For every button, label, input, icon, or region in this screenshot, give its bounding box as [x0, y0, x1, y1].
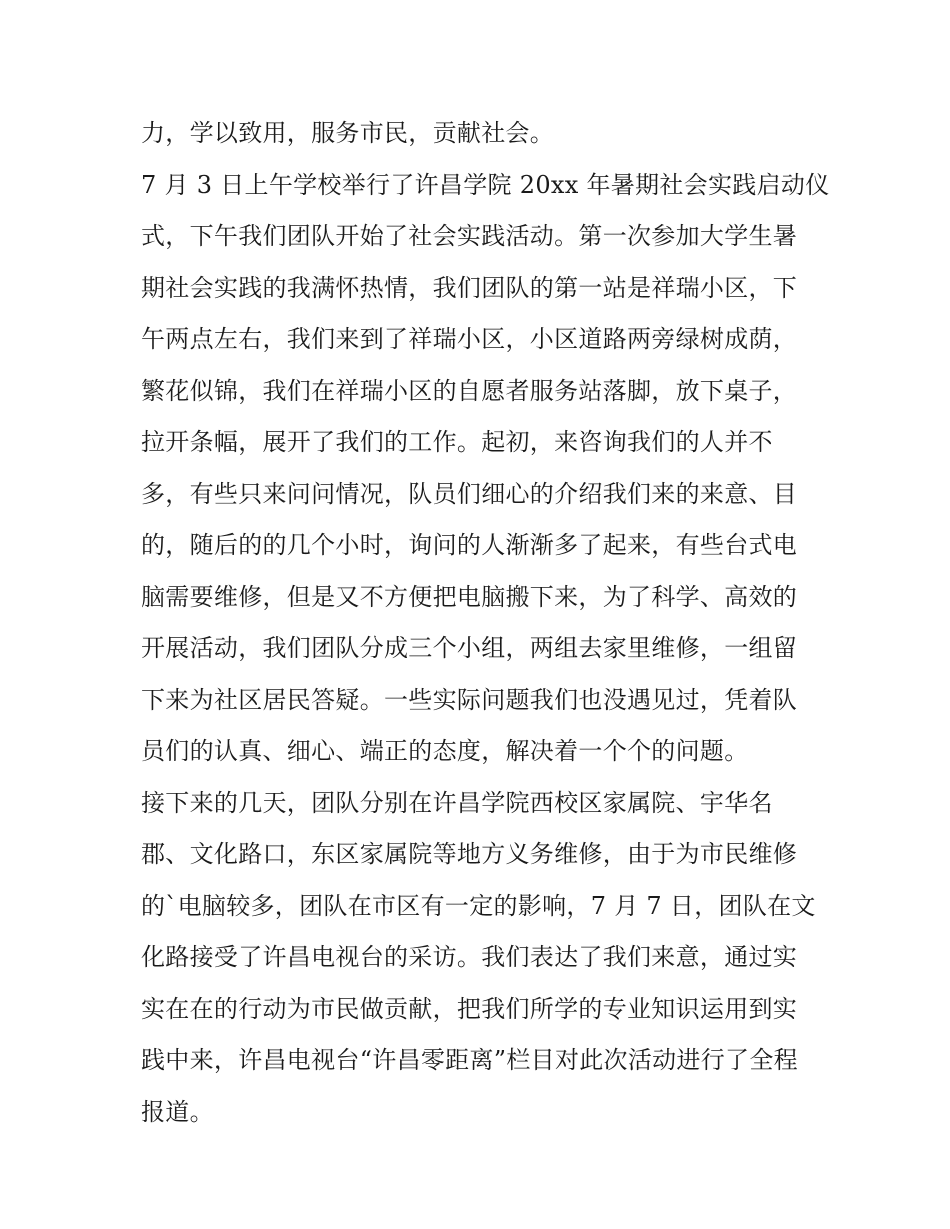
- text-line: 践中来，许昌电视台“许昌零距离”栏目对此次活动进行了全程: [141, 1046, 798, 1074]
- text-line: 接下来的几天，团队分别在许昌学院西校区家属院、宇华名: [141, 788, 773, 817]
- text-line: 式，下午我们团队开始了社会实践活动。第一次参加大学生暑: [141, 222, 798, 250]
- text-line: 开展活动，我们团队分成三个小组，两组去家里维修，一组留: [141, 634, 798, 662]
- text-line: 报道。: [141, 1097, 214, 1126]
- text-line: 郡、文化路口，东区家属院等地方义务维修，由于为市民维修: [141, 840, 798, 868]
- text-line: 化路接受了许昌电视台的采访。我们表达了我们来意，通过实: [141, 943, 798, 971]
- body-text: [141, 108, 830, 1138]
- text-line: 员们的认真、细心、端正的态度，解决着一个个的问题。: [141, 737, 749, 765]
- text-line: 力，学以致用，服务市民，贡献社会。: [141, 119, 555, 147]
- text-line: 实在在的行动为市民做贡献，把我们所学的专业知识运用到实: [141, 994, 798, 1023]
- text-line: 期社会实践的我满怀热情，我们团队的第一站是祥瑞小区，下: [141, 273, 798, 302]
- text-line: 拉开条幅，展开了我们的工作。起初，来咨询我们的人并不: [141, 428, 773, 456]
- text-line: 午两点左右，我们来到了祥瑞小区，小区道路两旁绿树成荫，: [141, 325, 798, 353]
- text-line: 7 月 3 日上午学校举行了许昌学院 20xx 年暑期社会实践启动仪: [141, 170, 830, 199]
- text-line: 繁花似锦，我们在祥瑞小区的自愿者服务站落脚，放下桌子，: [141, 376, 798, 405]
- text-line: 脑需要维修，但是又不方便把电脑搬下来，为了科学、高效的: [141, 582, 798, 611]
- text-line: 的`电脑较多，团队在市区有一定的影响，7 月 7 日，团队在文: [141, 891, 816, 920]
- text-line: 多，有些只来问问情况，队员们细心的介绍我们来的来意、目: [141, 479, 798, 508]
- text-line: 的，随后的的几个小时，询问的人渐渐多了起来，有些台式电: [141, 531, 798, 559]
- text-line: 下来为社区居民答疑。一些实际问题我们也没遇见过，凭着队: [141, 685, 798, 714]
